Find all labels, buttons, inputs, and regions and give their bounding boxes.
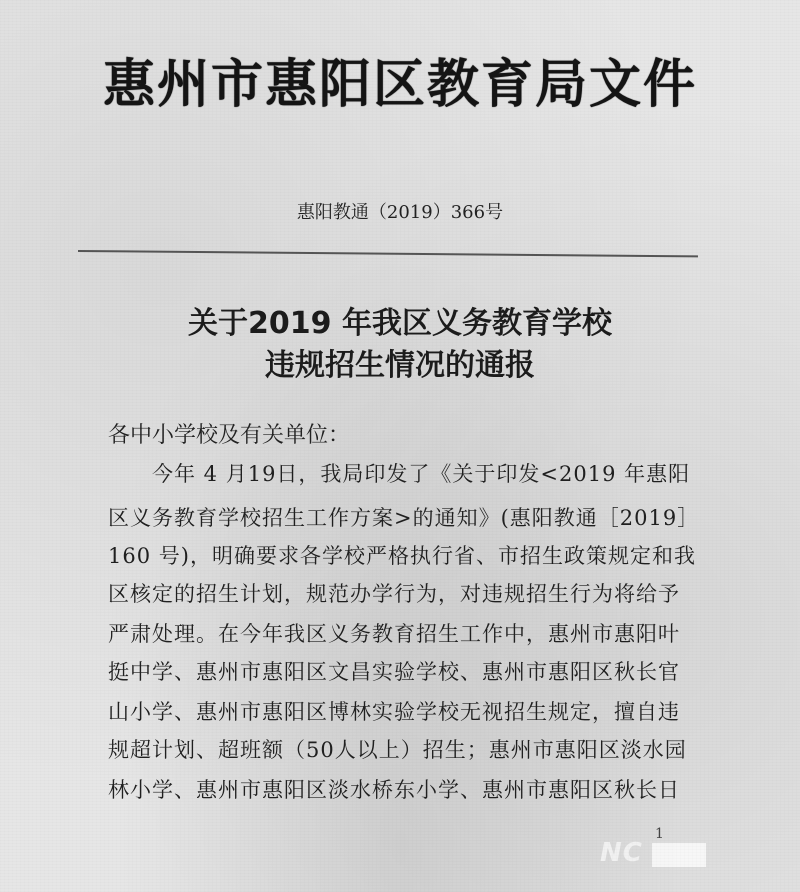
body-line: 规超计划、超班额（50人以上）招生；惠州市惠阳区淡水园 bbox=[108, 738, 687, 762]
watermark-logo: NC bbox=[600, 838, 643, 868]
body-line: 林小学、惠州市惠阳区淡水桥东小学、惠州市惠阳区秋长日 bbox=[108, 778, 680, 802]
body-line: 严肃处理。在今年我区义务教育招生工作中，惠州市惠阳叶 bbox=[108, 622, 680, 646]
document-title-line-1: 关于2019 年我区义务教育学校 bbox=[188, 306, 612, 341]
document-title-line-2: 违规招生情况的通报 bbox=[265, 348, 535, 383]
body-line: 区义务教育学校招生工作方案>的通知》(惠阳教通［2019］ bbox=[108, 506, 700, 530]
document-number: 惠阳教通（2019）366号 bbox=[296, 202, 504, 223]
body-line: 挺中学、惠州市惠阳区文昌实验学校、惠州市惠阳区秋长官 bbox=[108, 660, 680, 684]
body-line: 今年 4 月19日，我局印发了《关于印发<2019 年惠阳 bbox=[108, 462, 691, 486]
header-divider bbox=[78, 250, 698, 257]
page-number: 1 bbox=[655, 826, 664, 842]
issuer-header: 惠州市惠阳区教育局文件 bbox=[102, 55, 697, 115]
salutation: 各中小学校及有关单位： bbox=[108, 423, 351, 448]
body-line: 区核定的招生计划，规范办学行为，对违规招生行为将给予 bbox=[108, 582, 680, 606]
body-line: 160 号)，明确要求各学校严格执行省、市招生政策规定和我 bbox=[108, 544, 696, 568]
body-line: 山小学、惠州市惠阳区博林实验学校无视招生规定，擅自违 bbox=[108, 700, 680, 724]
